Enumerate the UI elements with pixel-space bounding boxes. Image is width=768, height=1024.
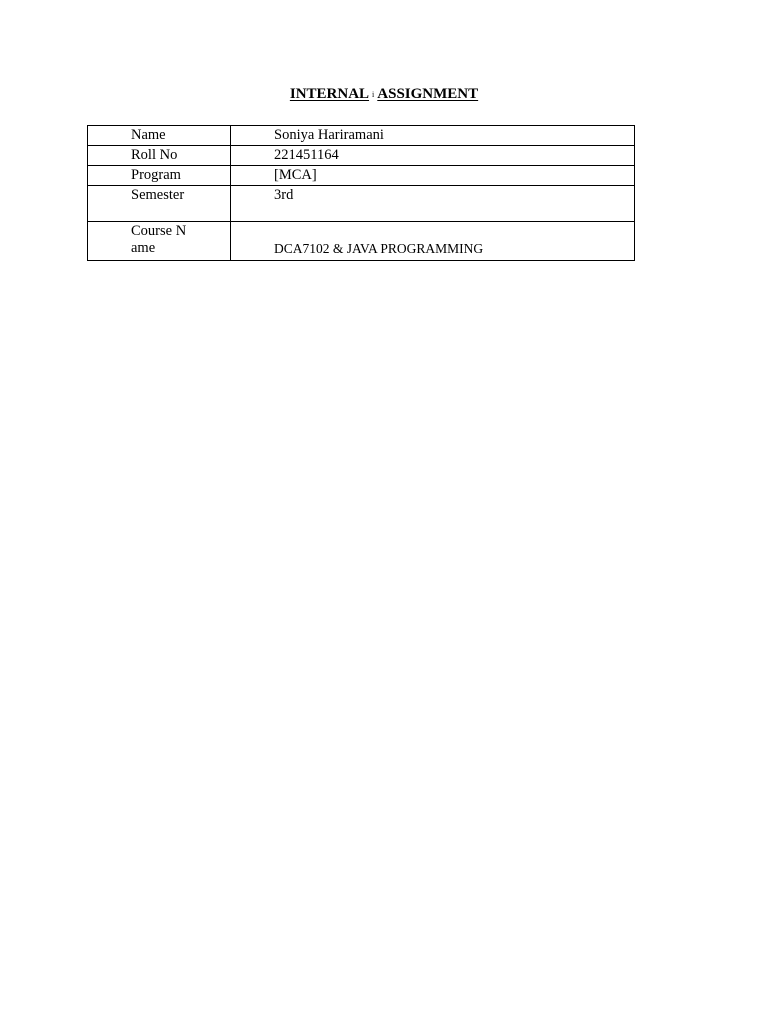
value-cell bbox=[231, 222, 635, 261]
table-row-semester bbox=[88, 186, 635, 222]
label-cell bbox=[88, 166, 231, 186]
value-cell bbox=[231, 126, 635, 146]
value-cell bbox=[231, 186, 635, 222]
label-cell bbox=[88, 222, 231, 261]
row-value: 221451164 bbox=[274, 147, 339, 163]
row-label: Semester bbox=[131, 187, 185, 203]
row-label: Name bbox=[131, 127, 166, 143]
table-row-course-name bbox=[88, 222, 635, 261]
label-cell bbox=[88, 146, 231, 166]
title-marker: i bbox=[372, 90, 375, 99]
row-value: DCA7102 & JAVA PROGRAMMING bbox=[274, 241, 484, 256]
row-label: Course Name bbox=[131, 223, 187, 256]
label-cell bbox=[88, 186, 231, 222]
row-label: Roll No bbox=[131, 147, 178, 163]
row-label: Program bbox=[131, 167, 181, 183]
row-value: [MCA] bbox=[274, 167, 317, 183]
title-part-assignment: ASSIGNMENT bbox=[377, 86, 479, 102]
row-value: 3rd bbox=[274, 187, 294, 203]
row-value: Soniya Hariramani bbox=[274, 127, 384, 143]
title-part-internal: INTERNAL bbox=[289, 86, 370, 102]
label-cell bbox=[88, 126, 231, 146]
student-info-table bbox=[87, 125, 635, 261]
table-row-name bbox=[88, 126, 635, 146]
value-cell bbox=[231, 146, 635, 166]
table-row-roll-no bbox=[88, 146, 635, 166]
table-row-program bbox=[88, 166, 635, 186]
value-cell bbox=[231, 166, 635, 186]
document-title bbox=[0, 85, 768, 104]
